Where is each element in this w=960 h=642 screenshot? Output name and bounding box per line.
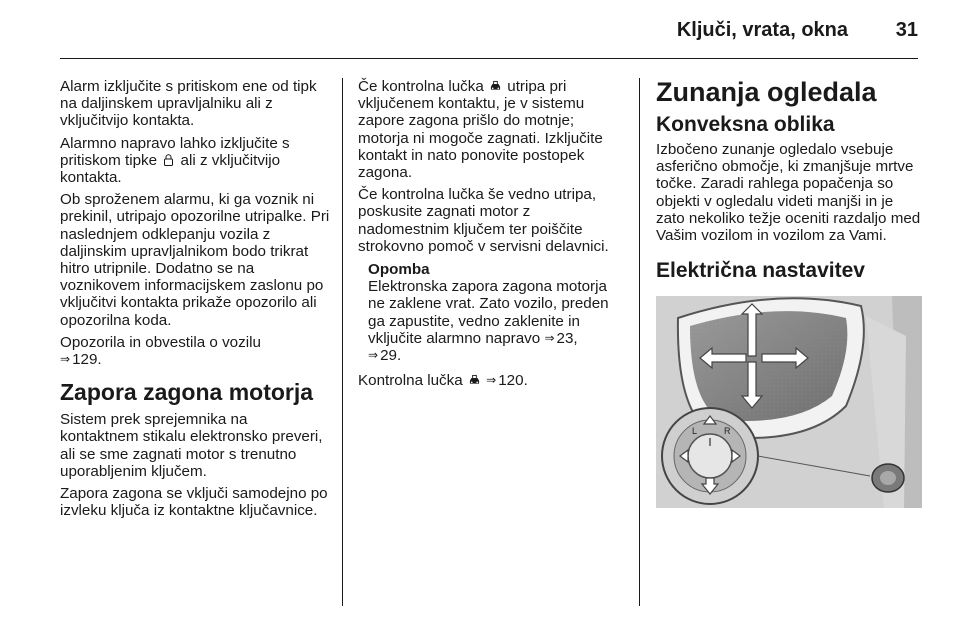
page-header xyxy=(0,0,960,62)
column-right xyxy=(656,78,922,508)
text-span: Alarmno napravo lahko izključite s pritiskom tipke xyxy=(60,134,290,169)
note-title: Opomba xyxy=(368,261,430,279)
lock-icon xyxy=(163,154,174,166)
page-reference[interactable]: 120. xyxy=(498,372,528,390)
note-box xyxy=(358,261,623,364)
paragraph: Ob sproženem alarmu, ki ga voznik ni prekinil, utripajo opozorilne utripalke. Pri naslednjem odklepanju vozila z daljinskim upravljalnikom bodo trikrat hitro utripnile. Dodatno se na voznikovem informacijskem zaslonu po vključitvi kontakta prikaže opozorilo ali opozorilna koda. xyxy=(60,191,330,329)
subheading: Električna nastavitev xyxy=(656,259,865,283)
knob-label-right: R xyxy=(724,426,731,437)
paragraph xyxy=(60,334,330,368)
paragraph xyxy=(60,135,330,187)
knob-label-left: L xyxy=(692,426,698,437)
page-reference-icon: ⇒ xyxy=(60,352,71,367)
paragraph xyxy=(358,78,623,181)
page-reference[interactable]: 129. xyxy=(72,351,102,369)
header-divider xyxy=(60,58,918,59)
mirror-adjustment-illustration xyxy=(656,296,922,508)
page-reference-icon: ⇒ xyxy=(486,373,497,388)
text-span: ali z vključitvijo kontakta. xyxy=(60,151,281,187)
note-text xyxy=(368,278,623,364)
text-span: Opozorila in obvestila o vozilu xyxy=(60,333,261,351)
column-divider-1 xyxy=(342,78,343,606)
page-number: 31 xyxy=(895,19,918,41)
text-span: Elektronska zapora zagona motorja ne zaklene vrat. Zato vozilo, preden ga zapustite, vedno zaklenite in vključite alarmno napravo xyxy=(368,278,609,347)
immobilizer-warning-icon xyxy=(469,374,480,386)
column-left xyxy=(60,78,330,524)
paragraph: Izbočeno zunanje ogledalo vsebuje asferično območje, ki zmanjšuje mrtve točke. Zaradi rahlega popačenja so objekti v ogledalu videti manjši in je zato nekoliko težje oceniti razdaljo med Vašim vozilom in vozilom za Vami. xyxy=(656,141,921,245)
page-reference-icon: ⇒ xyxy=(368,348,379,363)
paragraph: Sistem prek sprejemnika na kontaktnem stikalu elektronsko preveri, ali se sme zagnati motor s trenutno uporabljenim ključem. xyxy=(60,411,323,480)
page-reference-icon: ⇒ xyxy=(544,330,555,345)
text-span: utripa pri vključenem kontaktu, je v sistemu zapore zagona prišlo do motnje; motorja ni mogoče zagnati. Izključite kontakt in nato ponovite postopek zagona. xyxy=(358,78,603,182)
column-divider-2 xyxy=(639,78,640,606)
paragraph xyxy=(358,372,623,389)
text-span: Če kontrolna lučka xyxy=(358,78,484,95)
section-heading: Zapora zagona motorja xyxy=(60,379,314,406)
chapter-title: Ključi, vrata, okna xyxy=(676,19,848,41)
subheading: Konveksna oblika xyxy=(656,113,835,136)
paragraph: Alarm izključite s pritiskom ene od tipk na daljinskem upravljalniku ali z vključitvijo kontakta. xyxy=(60,78,317,130)
page-reference[interactable]: 29. xyxy=(380,347,402,365)
main-heading: Zunanja ogledala xyxy=(656,77,877,107)
immobilizer-warning-icon xyxy=(490,80,501,92)
paragraph: Če kontrolna lučka še vedno utripa, poskusite zagnati motor z nadomestnim ključem ter poiščite strokovno pomoč v servisni delavnici. xyxy=(358,186,609,255)
paragraph: Zapora zagona se vključi samodejno po izvleku ključa iz kontaktne ključavnice. xyxy=(60,485,328,520)
column-middle xyxy=(358,78,623,394)
page-reference[interactable]: 23, xyxy=(556,329,578,347)
text-span: Kontrolna lučka xyxy=(358,372,463,390)
